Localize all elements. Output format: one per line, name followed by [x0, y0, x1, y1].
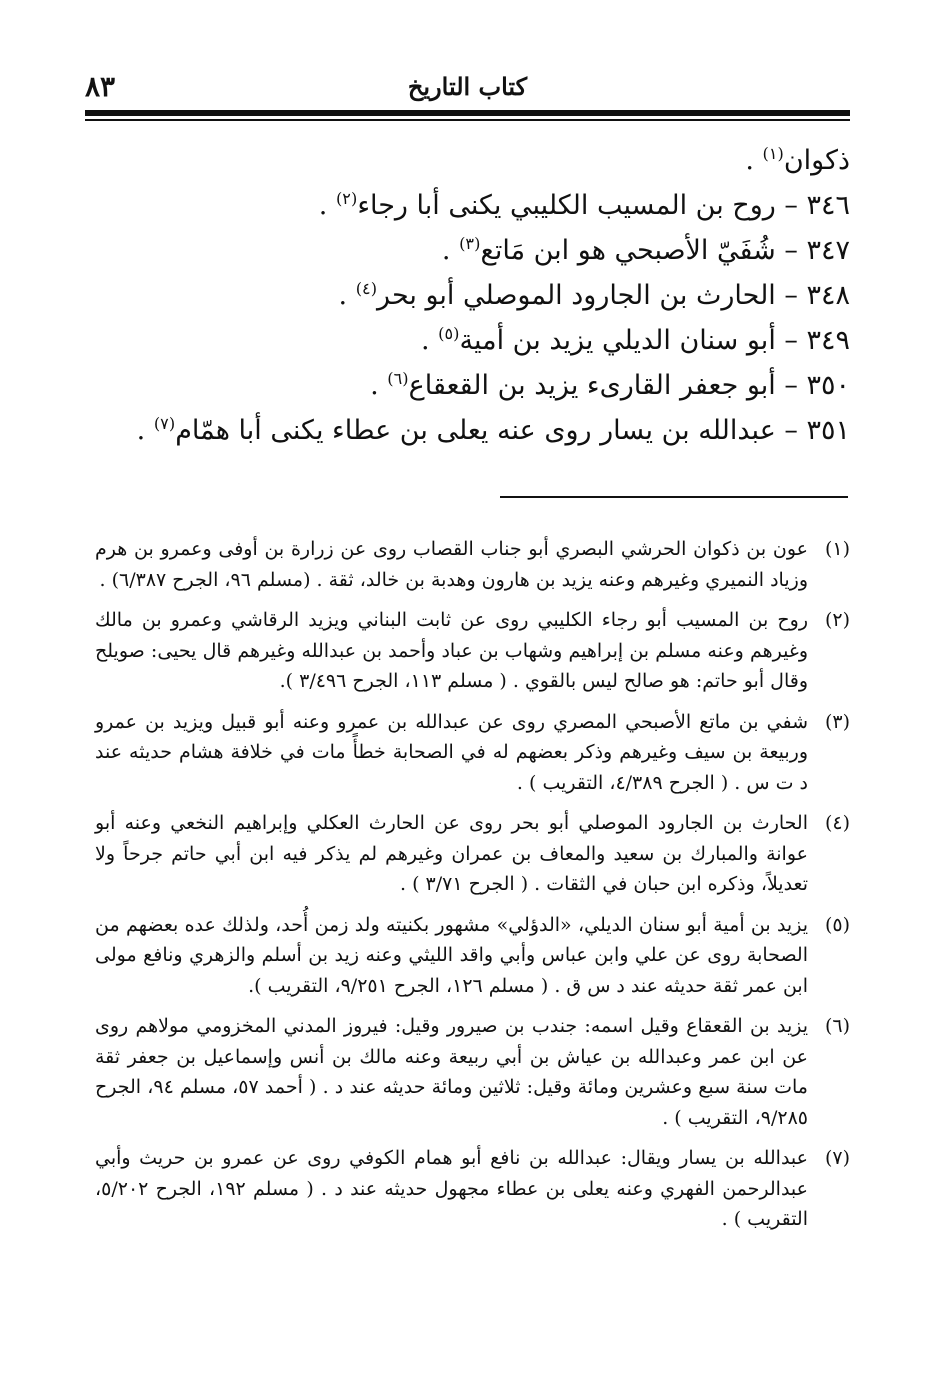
footnote-ref: (١): [762, 144, 784, 163]
footnote-text: عون بن ذكوان الحرشي البصري أبو جناب القصاب روى عن زرارة بن أوفى وعمرو بن هرم وزياد النميري وغيرهم وعنه يزيد بن هارون وهدبة بن خالد، ثقة . (مسلم ٩٦، الجرح ٦/٣٨٧) .: [95, 538, 808, 591]
footnote-number: (٦): [824, 1015, 850, 1037]
header-rule-thin: [85, 119, 850, 121]
entry-tail: .: [745, 145, 763, 176]
entry-line: [150, 228, 850, 273]
entry-text: ٣٤٦ – روح بن المسيب الكليبي يكنى أبا رجاء: [357, 190, 850, 221]
footnote-number: (٤): [824, 812, 850, 834]
footnote-ref: (٣): [459, 234, 481, 253]
footnote: [95, 1143, 850, 1235]
entry-tail: .: [370, 370, 388, 401]
footnotes: [95, 534, 850, 1245]
entry-tail: .: [420, 325, 439, 356]
entry-line: [150, 363, 850, 408]
entry-text: ٣٤٩ – أبو سنان الديلي يزيد بن أمية: [459, 325, 850, 356]
footnote-text: الحارث بن الجارود الموصلي أبو بحر روى عن الحارث العكلي وإبراهيم النخعي وعنه أبو عوانة والمبارك بن سعيد والمعاف بن عمران وغيرهم لم يذكر فيه ابن أبي حاتم جرحاً ولا تعديلاً، وذكره ابن حبان في الثقات . ( الجرح ٣/٧١ ) .: [95, 812, 808, 895]
footnote: [95, 605, 850, 697]
footnote-ref: (٦): [387, 369, 409, 388]
entry-text: ٣٤٨ – الحارث بن الجارود الموصلي أبو بحر: [377, 280, 850, 311]
page-header: [85, 70, 850, 106]
entry-line: [150, 183, 850, 228]
footnote: [95, 808, 850, 900]
footnote: [95, 1011, 850, 1133]
footnote-ref: (٤): [355, 279, 378, 298]
entry-line: [136, 408, 850, 453]
footnote-separator: [500, 496, 848, 498]
footnote-number: (٥): [824, 913, 850, 936]
footnote-text: يزيد بن أمية أبو سنان الديلي، «الدؤلي» مشهور بكنيته ولد زمن أُحد، ولذلك عده بعضهم من الصحابة روى عن علي وابن عباس وأبي واقد الليثي وعنه زيد بن أسلم والزهري ونافع مولى ابن عمر ثقة حديثه عند د س ق . ( مسلم ١٢٦، الجرح ٩/٢٥١، التقريب ).: [95, 913, 808, 997]
footnote-number: (١): [824, 538, 850, 560]
entry-tail: .: [318, 190, 336, 221]
entry-text: ٣٥١ – عبدالله بن يسار روى عنه يعلى بن عطاء يكنى أبا همّام: [175, 415, 850, 446]
entry-line: [150, 273, 850, 318]
footnote-text: روح بن المسيب أبو رجاء الكليبي روى عن ثابت البناني ويزيد الرقاشي وعمرو بن مالك وغيرهم وعنه مسلم بن إبراهيم وشهاب بن عباد وأحمد بن عبدالله وغيرهم قال يحيى: صويلح وقال أبو حاتم: هو صالح ليس بالقوي . ( مسلم ١١٣، الجرح ٣/٤٩٦ ).: [95, 609, 808, 692]
footnote-ref: (٥): [438, 324, 460, 343]
footnote: [95, 534, 850, 595]
entry-line: [150, 318, 850, 363]
page-number: ٨٣: [85, 70, 116, 103]
footnote: [95, 707, 850, 799]
footnote-number: (٧): [824, 1147, 850, 1169]
footnote-text: يزيد بن القعقاع وقيل اسمه: جندب بن صيرور وقيل: فيروز المدني المخزومي مولاهم روى عن ابن عمر وعبدالله بن عياش بن أبي ربيعة وعنه مالك بن أنس وإسماعيل بن جعفر ثقة مات سنة سبع وعشرين ومائة وقيل: ثلاثين ومائة حديثه عند د . ( أحمد ٥٧، مسلم ٩٤، الجرح ٩/٢٨٥، التقريب ) .: [95, 1015, 808, 1129]
footnote-number: (٢): [824, 609, 850, 631]
footnote-number: (٣): [824, 710, 850, 733]
footnote: [95, 910, 850, 1002]
footnote-ref: (٧): [153, 414, 176, 433]
footnote-ref: (٢): [335, 189, 358, 208]
running-title: كتاب التاريخ: [407, 72, 528, 101]
entry-tail: .: [338, 280, 356, 311]
header-rule-thick: [85, 110, 850, 116]
entry-tail: .: [136, 415, 154, 446]
entry-text: ٣٤٧ – شُفَيّ الأصبحي هو ابن مَاتع: [480, 235, 850, 266]
footnote-text: عبدالله بن يسار ويقال: عبدالله بن نافع أبو همام الكوفي روى عن عمرو بن حريث وأبي عبدالرحمن الفهري وعنه يعلى بن عطاء مجهول حديثه عند د . ( مسلم ١٩٢، الجرح ٥/٢٠٢، التقريب ) .: [95, 1147, 808, 1230]
entry-text: ذكوان: [783, 145, 850, 176]
entry-line: [150, 138, 850, 183]
entry-text: ٣٥٠ – أبو جعفر القارىء يزيد بن القعقاع: [408, 370, 850, 401]
main-text: [136, 138, 850, 453]
entry-tail: .: [441, 235, 460, 266]
footnote-text: شفي بن ماتع الأصبحي المصري روى عن عبدالله بن عمرو وعنه أبو قبيل ويزيد بن عمرو وربيعة بن سيف وغيرهم وذكر بعضهم له في الصحابة خطأً مات في خلافة هشام حديثه عند د ت س . ( الجرح ٤/٣٨٩، التقريب ) .: [95, 710, 808, 794]
